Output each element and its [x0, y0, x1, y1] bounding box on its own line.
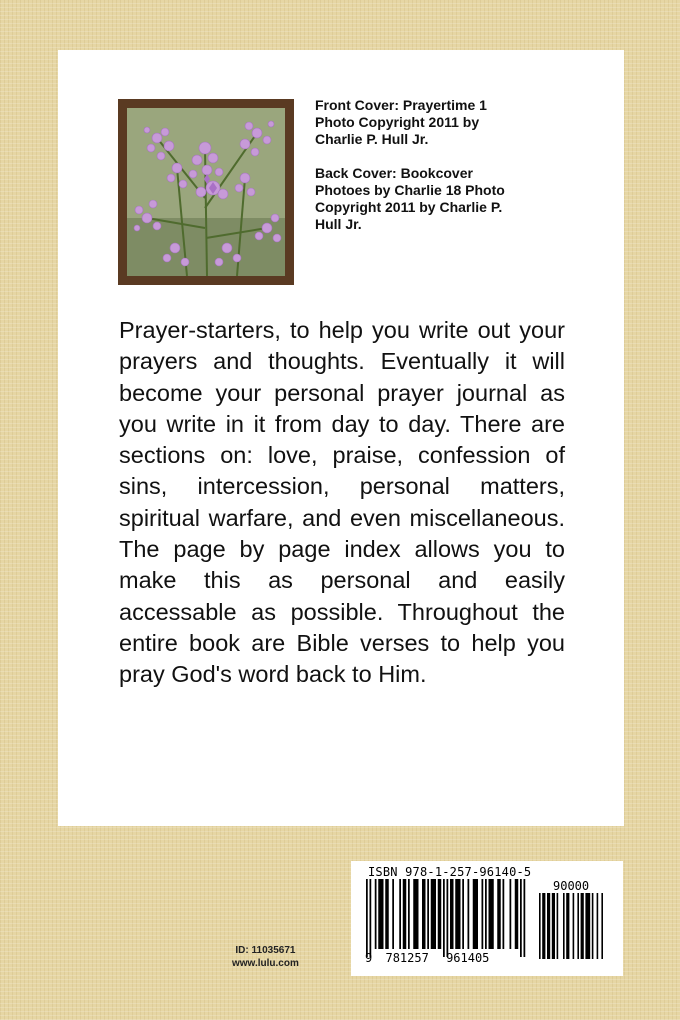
- barcode-bar: [539, 893, 541, 959]
- barcode-bar: [378, 879, 383, 949]
- barcode-bar: [557, 893, 559, 959]
- barcode-bar: [482, 879, 484, 949]
- publisher-info: [232, 944, 299, 970]
- publisher-id: ID: 11035671: [235, 945, 296, 956]
- lilac-flowers-icon: [127, 108, 285, 276]
- barcode-bar: [455, 879, 460, 949]
- ean-first-digit: 9: [365, 951, 373, 965]
- barcode-bar: [510, 879, 512, 949]
- credit-line: Charlie P. Hull Jr.: [315, 131, 429, 147]
- barcode-bar: [431, 879, 436, 949]
- photo-credits: [315, 97, 575, 233]
- barcode-bar: [552, 893, 555, 959]
- price-code: 90000: [553, 879, 590, 893]
- barcode-bar: [520, 879, 522, 957]
- barcode-bar: [515, 879, 519, 949]
- book-description: Prayer-starters, to help you write out your prayers and thoughts. Eventually it will become your personal prayer journal as you write in it from day to day. There are sections on: love, praise, confession of sins, intercession, personal matters, spiritual warfare, and even miscellaneous. The page by page index allows you to make this as personal and easily accessable as possible. Throughout the entire book are Bible verses to help you pray God's word back to Him.: [119, 317, 565, 688]
- barcode-bar: [597, 893, 599, 959]
- publisher-site: www.lulu.com: [232, 958, 299, 969]
- barcode-bar: [563, 893, 565, 959]
- credit-line: Copyright 2011 by Charlie P.: [315, 199, 503, 215]
- front-cover-credit: [315, 97, 575, 148]
- isbn-label: ISBN 978-1-257-96140-5: [368, 865, 532, 879]
- barcode-bar: [473, 879, 478, 949]
- barcode-bar: [450, 879, 454, 949]
- barcode-bar: [581, 893, 584, 959]
- addon-barcode-bars: [539, 893, 609, 965]
- barcode-bar: [542, 893, 545, 959]
- barcode-bar: [503, 879, 505, 949]
- barcode-bar: [366, 879, 368, 957]
- barcode-bar: [375, 879, 377, 949]
- credit-line: Photoes by Charlie 18 Photo: [315, 182, 505, 198]
- barcode-bar: [403, 879, 407, 949]
- isbn-barcode: [351, 861, 623, 976]
- credit-line: Photo Copyright 2011 by: [315, 114, 480, 130]
- barcode-bar: [585, 893, 590, 959]
- barcode-bar: [370, 879, 372, 957]
- barcode-bar: [489, 879, 494, 949]
- barcode-bar: [547, 893, 550, 959]
- barcode-bar: [601, 893, 603, 959]
- barcode-bar: [577, 893, 579, 959]
- credit-line: Back Cover: Bookcover: [315, 165, 473, 181]
- back-cover-credit: [315, 165, 575, 233]
- barcode-bar: [524, 879, 526, 957]
- barcode-bar: [399, 879, 401, 949]
- ean-digits: [365, 951, 489, 965]
- barcode-bar: [566, 893, 569, 959]
- barcode-bar: [413, 879, 418, 949]
- credit-line: Hull Jr.: [315, 216, 362, 232]
- barcode-bar: [462, 879, 464, 949]
- barcode-bar: [485, 879, 487, 949]
- barcode-bar: [385, 879, 389, 949]
- ean-left-group: 781257: [385, 951, 429, 965]
- barcode-bar: [408, 879, 410, 949]
- barcode-bar: [468, 879, 470, 949]
- barcode-bar: [427, 879, 429, 949]
- back-cover-panel: [58, 50, 624, 826]
- barcode-bar: [447, 879, 449, 957]
- barcode-bar: [443, 879, 445, 957]
- credit-line: Front Cover: Prayertime 1: [315, 97, 487, 113]
- barcode-bar: [392, 879, 394, 949]
- barcode-bar: [592, 893, 594, 959]
- barcode-bar: [438, 879, 442, 949]
- ean-right-group: 961405: [446, 951, 490, 965]
- barcode-bar: [497, 879, 501, 949]
- cover-photo: [118, 99, 294, 285]
- barcode-bar: [573, 893, 575, 959]
- barcode-bar: [422, 879, 426, 949]
